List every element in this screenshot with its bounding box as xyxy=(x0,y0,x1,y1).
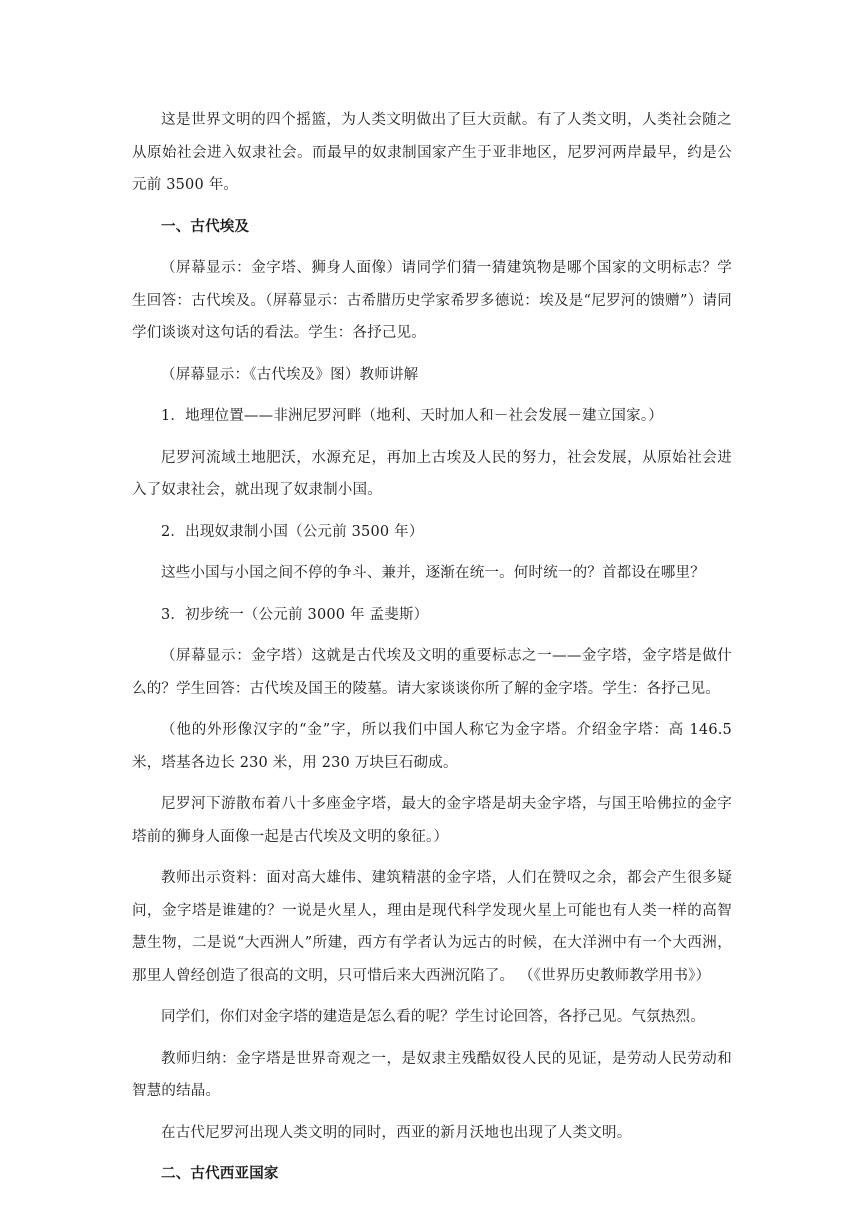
map-display-paragraph: （屏幕显示：《古代埃及》图）教师讲解 xyxy=(161,366,419,383)
teacher-summary-paragraph: 教师归纳：金字塔是世界奇观之一，是奴隶主残酷奴役人民的见证，是劳动人民劳动和智慧的结晶。 xyxy=(132,1050,732,1099)
point-1-geography: 1．地理位置——非洲尼罗河畔（地利、天时加人和－社会发展－建立国家。） xyxy=(161,408,663,424)
point-2-small-states: 2．出现奴隶制小国（公元前 3500 年） xyxy=(161,523,424,540)
section-heading-egypt: 一、古代埃及 xyxy=(161,218,250,235)
intro-paragraph: 这是世界文明的四个摇篮，为人类文明做出了巨大贡献。有了人类文明，人类社会随之从原始社会进入奴隶社会。而最早的奴隶制国家产生于亚非地区，尼罗河两岸最早，约是公元前 3500 年。 xyxy=(132,112,732,193)
pyramid-purpose-paragraph: （屏幕显示：金字塔）这就是古代埃及文明的重要标志之一——金字塔，金字塔是做什么的？学生回答：古代埃及国王的陵墓。请大家谈谈你所了解的金字塔。学生：各抒己见。 xyxy=(132,648,732,697)
pyramid-distribution-paragraph: 尼罗河下游散布着八十多座金字塔，最大的金字塔是胡夫金字塔，与国王哈佛拉的金字塔前的狮身人面像一起是古代埃及文明的象征。） xyxy=(132,796,732,845)
nile-fertility-paragraph: 尼罗河流域土地肥沃，水源充足，再加上古埃及人民的努力，社会发展，从原始社会进入了奴隶社会，就出现了奴隶制小国。 xyxy=(132,449,732,498)
unification-question-paragraph: 这些小国与小国之间不停的争斗、兼并，逐渐在统一。何时统一的？首都设在哪里？ xyxy=(161,565,705,581)
student-discussion-paragraph: 同学们，你们对金字塔的建造是怎么看的呢？学生讨论回答，各抒己见。气氛热烈。 xyxy=(161,1009,705,1025)
section-heading-west-asia: 二、古代西亚国家 xyxy=(161,1166,279,1182)
point-3-unification: 3．初步统一（公元前 3000 年 孟斐斯） xyxy=(161,606,429,623)
teacher-material-paragraph: 教师出示资料：面对高大雄伟、建筑精湛的金字塔，人们在赞叹之余，都会产生很多疑问，金字塔是谁建的？一说是火星人，理由是现代科学发现火星上可能也有人类一样的高智慧生物，二是说“大西洲人”所建，西方有学者认为远古的时候，在大洋洲中有一个大西洲，那里人曾经创造了很高的文明，只可惜后来大西洲沉陷了。 （《世界历史教师教学用书》） xyxy=(132,870,732,984)
pyramid-question-paragraph: （屏幕显示：金字塔、狮身人面像）请同学们猜一猜建筑物是哪个国家的文明标志？学生回答：古代埃及。（屏幕显示：古希腊历史学家希罗多德说：埃及是“尼罗河的馈赠”）请同学们谈谈对这句话的看法。学生：各抒己见。 xyxy=(132,260,732,341)
transition-paragraph: 在古代尼罗河出现人类文明的同时，西亚的新月沃地也出现了人类文明。 xyxy=(161,1124,632,1141)
pyramid-dimensions-paragraph: （他的外形像汉字的“金”字，所以我们中国人称它为金字塔。介绍金字塔：高 146.5 米，塔基各边长 230 米，用 230 万块巨石砌成。 xyxy=(132,722,732,771)
document-page xyxy=(132,104,732,1200)
